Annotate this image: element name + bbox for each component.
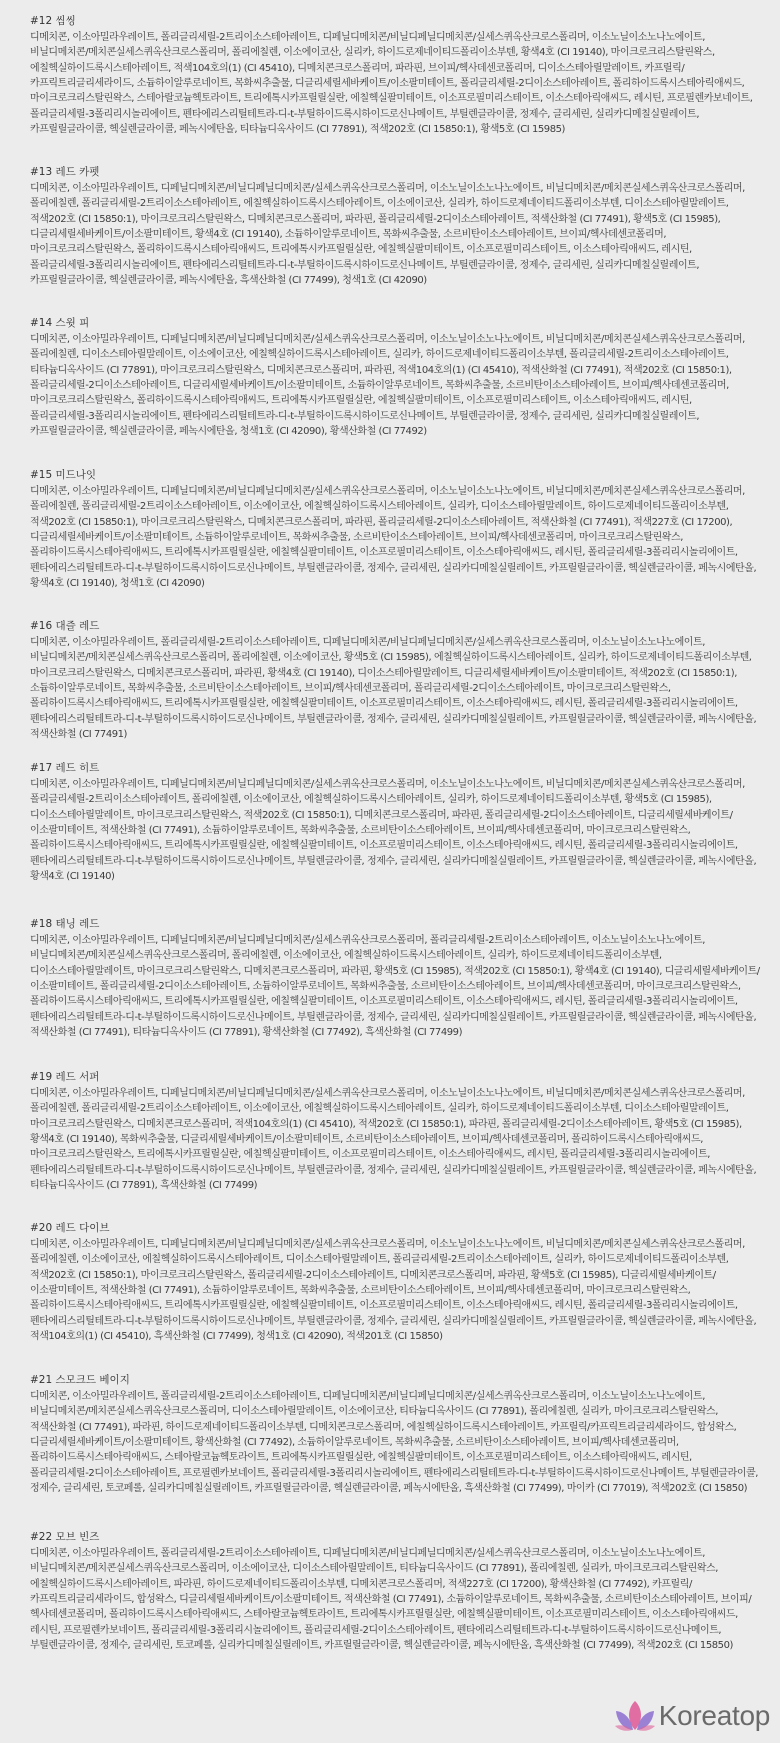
ingredients-text: 디메치콘, 이소아밀라우레이트, 디페닐디메치콘/비닐디페닐디메치콘/실세스퀴옥산크로스폴리머, 이소노닐이소노나노에이트, 비닐디메치콘/메치콘실세스퀴옥산크로스폴리머, 폴리에칠렌, 폴리글리세릴-2트리이소스테아레이트, 이소에이코산, 에칠헥실하이드록시스테아레이트, 실리카, 하이드로제네이티드폴리이소부텐, 디이소스테아릴말레이트, 마이크로크리스탈린왁스, 디메치콘크로스폴리머, 적색104호의(1) (CI 45410), 적색202호 (CI 15850:1), 파라핀, 폴리글리세릴-2디이소스테아레이트, 황색5호 (CI 15985), 황색4호 (CI 19140), 목화씨추출물, 디글리세릴세바케이트/이소팔미테이트, 소르비탄이소스테아레이트, 브이피/헥사데센코폴리머, 폴리하이드록시스테아릭애씨드, 마이크로크리스탈린왁스, 트리에톡시카프릴릴실란, 에칠헥실팔미테이트, 이소프로필미리스테이트, 이소스테아릭애씨드, 레시틴, 폴리글리세릴-3폴리리시놀리에이트, 펜타에리스리틸테트라-디-t-부틸하이드록시하이드로신나메이트, 부틸렌글라이콜, 정제수, 글리세린, 실리카디메칠실릴레이트, 카프릴릴글라이콜, 헥실렌글라이콜, 페녹시에탄올, 티타늄디옥사이드 (CI 77891), 흑색산화철 (CI 77499) [30, 1088, 757, 1192]
ingredients-text: 디메치콘, 이소아밀라우레이트, 디페닐디메치콘/비닐디페닐디메치콘/실세스퀴옥산크로스폴리머, 폴리글리세릴-2트리이소스테아레이트, 이소노닐이소노나노에이트, 비닐디메치콘/메치콘실세스퀴옥산크로스폴리머, 폴리에칠렌, 이소에이코산, 에칠헥실하이드록시스테아레이트, 실리카, 하이드로제네이티드폴리이소부텐, 디이소스테아릴말레이트, 마이크로크리스탈린왁스, 디메치콘크로스폴리머, 파라핀, 황색5호 (CI 15985), 적색202호 (CI 15850:1), 황색4호 (CI 19140), 디글리세릴세바케이트/이소팔미테이트, 폴리글리세릴-2디이소스테아레이트, 소듐하이알루로네이트, 목화씨추출물, 소르비탄이소스테아레이트, 브이피/헥사데센코폴리머, 마이크로크리스탈린왁스, 폴리하이드록시스테아릭애씨드, 트리에톡시카프릴릴실란, 에칠헥실팔미테이트, 이소프로필미리스테이트, 이소스테아릭애씨드, 레시틴, 폴리글리세릴-3폴리리시놀리에이트, 펜타에리스리틸테트라-디-t-부틸하이드록시하이드로신나메이트, 부틸렌글라이콜, 정제수, 글리세린, 실리카디메칠실릴레이트, 카프릴릴글라이콜, 헥실렌글라이콜, 페녹시에탄올, 적색산화철 (CI 77491), 티타늄디옥사이드 (CI 77891), 황색산화철 (CI 77492), 흑색산화철 (CI 77499) [30, 935, 760, 1039]
section-title: #17 레드 히트 [30, 762, 100, 774]
lotus-logo-icon [613, 1699, 657, 1733]
section-21 [30, 1372, 760, 1496]
section-14 [30, 315, 760, 439]
section-title: #15 미드나잇 [30, 469, 97, 481]
brand-name: Koreatop [658, 1700, 770, 1731]
section-22 [30, 1529, 760, 1653]
section-title: #12 씸씽 [30, 15, 76, 27]
section-title: #19 레드 서퍼 [30, 1071, 100, 1083]
ingredients-text: 디메치콘, 이소아밀라우레이트, 폴리글리세릴-2트리이소스테아레이트, 디페닐디메치콘/비닐디페닐디메치콘/실세스퀴옥산크로스폴리머, 이소노닐이소노나노에이트, 비닐디메치콘/메치콘실세스퀴옥산크로스폴리머, 폴리에칠렌, 이소에이코산, 실리카, 하이드로제네이티드폴리이소부텐, 황색4호 (CI 19140), 마이크로크리스탈린왁스, 에칠헥실하이드록시스테아레이트, 적색104호의(1) (CI 45410), 디메치콘크로스폴리머, 파라핀, 브이피/헥사데센코폴리머, 디이소스테아릴말레이트, 카프릴릭/카프릭트리글리세라이드, 소듐하이알루로네이트, 목화씨추출물, 디글리세릴세바케이트/이소팔미테이트, 폴리글리세릴-2디이소스테아레이트, 폴리하이드록시스테아릭애씨드, 마이크로크리스탈린왁스, 스테아랄코늄헥토라이트, 트리에톡시카프릴릴실란, 에칠헥실팔미테이트, 이소프로필미리스테이트, 이소스테아릭애씨드, 레시틴, 프로필렌카보네이트, 폴리글리세릴-3폴리리시놀리에이트, 펜타에리스리틸테트라-디-t-부틸하이드록시하이드로신나메이트, 부틸렌글라이콜, 정제수, 글리세린, 실리카디메칠실릴레이트, 카프릴릴글라이콜, 헥실렌글라이콜, 페녹시에탄올, 티타늄디옥사이드 (CI 77891), 적색202호 (CI 15850:1), 황색5호 (CI 15985) [30, 32, 753, 136]
section-19 [30, 1069, 760, 1193]
ingredients-text: 디메치콘, 이소아밀라우레이트, 디페닐디메치콘/비닐디페닐디메치콘/실세스퀴옥산크로스폴리머, 이소노닐이소노나노에이트, 비닐디메치콘/메치콘실세스퀴옥산크로스폴리머, 폴리글리세릴-2트리이소스테아레이트, 폴리에칠렌, 이소에이코산, 에칠헥실하이드록시스테아레이트, 실리카, 하이드로제네이티드폴리이소부텐, 황색5호 (CI 15985), 디이소스테아릴말레이트, 마이크로크리스탈린왁스, 적색202호 (CI 15850:1), 디메치콘크로스폴리머, 파라핀, 폴리글리세릴-2디이소스테아레이트, 디글리세릴세바케이트/이소팔미테이트, 적색산화철 (CI 77491), 소듐하이알루로네이트, 목화씨추출물, 소르비탄이소스테아레이트, 브이피/헥사데센코폴리머, 마이크로크리스탈린왁스, 폴리하이드록시스테아릭애씨드, 트리에톡시카프릴릴실란, 에칠헥실팔미테이트, 이소프로필미리스테이트, 이소스테아릭애씨드, 레시틴, 폴리글리세릴-3폴리리시놀리에이트, 펜타에리스리틸테트라-디-t-부틸하이드록시하이드로신나메이트, 부틸렌글라이콜, 정제수, 글리세린, 실리카디메칠실릴레이트, 카프릴릴글라이콜, 헥실렌글라이콜, 페녹시에탄올, 황색4호 (CI 19140) [30, 779, 757, 883]
section-17 [30, 760, 760, 884]
section-title: #13 레드 카펫 [30, 166, 100, 178]
ingredients-text: 디메치콘, 이소아밀라우레이트, 디페닐디메치콘/비닐디페닐디메치콘/실세스퀴옥산크로스폴리머, 이소노닐이소노나노에이트, 비닐디메치콘/메치콘실세스퀴옥산크로스폴리머, 폴리에칠렌, 디이소스테아릴말레이트, 이소에이코산, 에칠헥실하이드록시스테아레이트, 실리카, 하이드로제네이티드폴리이소부텐, 폴리글리세릴-2트리이소스테아레이트, 티타늄디옥사이드 (CI 77891), 마이크로크리스탈린왁스, 디메치콘크로스폴리머, 파라핀, 적색104호의(1) (CI 45410), 적색산화철 (CI 77491), 적색202호 (CI 15850:1), 폴리글리세릴-2디이소스테아레이트, 디글리세릴세바케이트/이소팔미테이트, 소듐하이알루로네이트, 목화씨추출물, 소르비탄이소스테아레이트, 브이피/헥사데센코폴리머, 마이크로크리스탈린왁스, 폴리하이드록시스테아릭애씨드, 트리에톡시카프릴릴실란, 에칠헥실팔미테이트, 이소프로필미리스테이트, 이소스테아릭애씨드, 레시틴, 폴리글리세릴-3폴리리시놀리에이트, 펜타에리스리틸테트라-디-t-부틸하이드록시하이드로신나메이트, 부틸렌글라이콜, 정제수, 글리세린, 실리카디메칠실릴레이트, 카프릴릴글라이콜, 헥실렌글라이콜, 페녹시에탄올, 청색1호 (CI 42090), 황색산화철 (CI 77492) [30, 334, 745, 438]
ingredients-text: 디메치콘, 이소아밀라우레이트, 디페닐디메치콘/비닐디페닐디메치콘/실세스퀴옥산크로스폴리머, 이소노닐이소노나노에이트, 비닐디메치콘/메치콘실세스퀴옥산크로스폴리머, 폴리에칠렌, 이소에이코산, 에칠헥실하이드록시스테아레이트, 디이소스테아릴말레이트, 폴리글리세릴-2트리이소스테아레이트, 실리카, 하이드로제네이티드폴리이소부텐, 적색202호 (CI 15850:1), 마이크로크리스탈린왁스, 폴리글리세릴-2디이소스테아레이트, 디메치콘크로스폴리머, 파라핀, 황색5호 (CI 15985), 디글리세릴세바케이트/이소팔미테이트, 적색산화철 (CI 77491), 소듐하이알루로네이트, 목화씨추출물, 소르비탄이소스테아레이트, 브이피/헥사데센코폴리머, 마이크로크리스탈린왁스, 폴리하이드록시스테아릭애씨드, 트리에톡시카프릴릴실란, 에칠헥실팔미테이트, 이소프로필미리스테이트, 이소스테아릭애씨드, 레시틴, 폴리글리세릴-3폴리리시놀리에이트, 펜타에리스리틸테트라-디-t-부틸하이드록시하이드로신나메이트, 부틸렌글라이콜, 정제수, 글리세린, 실리카디메칠실릴레이트, 카프릴릴글라이콜, 헥실렌글라이콜, 페녹시에탄올, 적색104호의(1) (CI 45410), 흑색산화철 (CI 77499), 청색1호 (CI 42090), 적색201호 (CI 15850) [30, 1239, 757, 1343]
section-title: #16 대즐 레드 [30, 620, 100, 632]
section-title: #22 모브 빈즈 [30, 1531, 100, 1543]
section-title: #21 스모크드 베이지 [30, 1374, 130, 1386]
section-title: #14 스윗 피 [30, 317, 90, 329]
ingredients-text: 디메치콘, 이소아밀라우레이트, 폴리글리세릴-2트리이소스테아레이트, 디페닐디메치콘/비닐디페닐디메치콘/실세스퀴옥산크로스폴리머, 이소노닐이소노나노에이트, 비닐디메치콘/메치콘실세스퀴옥산크로스폴리머, 이소에이코산, 디이소스테아릴말레이트, 티타늄디옥사이드 (CI 77891), 폴리에칠렌, 실리카, 마이크로크리스탈린왁스, 에칠헥실하이드록시스테아레이트, 파라핀, 하이드로제네이티드폴리이소부텐, 디메치콘크로스폴리머, 적색227호 (CI 17200), 황색산화철 (CI 77492), 카프릴릭/카프릭트리글리세라이드, 합성왁스, 디글리세릴세바케이트/이소팔미테이트, 적색산화철 (CI 77491), 소듐하이알루로네이트, 목화씨추출물, 소르비탄이소스테아레이트, 브이피/헥사데센코폴리머, 폴리하이드록시스테아릭애씨드, 스테아랄코늄헥토라이트, 트리에톡시카프릴릴실란, 에칠헥실팔미테이트, 이소프로필미리스테이트, 이소스테아릭애씨드, 레시틴, 프로필렌카보네이트, 폴리글리세릴-3폴리리시놀리에이트, 폴리글리세릴-2디이소스테아레이트, 펜타에리스리틸테트라-디-t-부틸하이드록시하이드로신나메이트, 부틸렌글라이콜, 정제수, 글리세린, 토코페롤, 실리카디메칠실릴레이트, 카프릴릴글라이콜, 헥실렌글라이콜, 페녹시에탄올, 흑색산화철 (CI 77499), 적색202호 (CI 15850) [30, 1548, 752, 1652]
section-16 [30, 618, 760, 742]
section-18 [30, 916, 760, 1040]
ingredients-text: 디메치콘, 이소아밀라우레이트, 폴리글리세릴-2트리이소스테아레이트, 디페닐디메치콘/비닐디페닐디메치콘/실세스퀴옥산크로스폴리머, 이소노닐이소노나노에이트, 비닐디메치콘/메치콘실세스퀴옥산크로스폴리머, 폴리에칠렌, 이소에이코산, 황색5호 (CI 15985), 에칠헥실하이드록시스테아레이트, 실리카, 하이드로제네이티드폴리이소부텐, 마이크로크리스탈린왁스, 디메치콘크로스폴리머, 파라핀, 황색4호 (CI 19140), 디이소스테아릴말레이트, 디글리세릴세바케이트/이소팔미테이트, 적색202호 (CI 15850:1), 소듐하이알루로네이트, 목화씨추출물, 소르비탄이소스테아레이트, 브이피/헥사데센코폴리머, 폴리글리세릴-2디이소스테아레이트, 마이크로크리스탈린왁스, 폴리하이드록시스테아릭애씨드, 트리에톡시카프릴릴실란, 에칠헥실팔미테이트, 이소프로필미리스테이트, 이소스테아릭애씨드, 레시틴, 폴리글리세릴-3폴리리시놀리에이트, 펜타에리스리틸테트라-디-t-부틸하이드록시하이드로신나메이트, 부틸렌글라이콜, 정제수, 글리세린, 실리카디메칠실릴레이트, 카프릴릴글라이콜, 헥실렌글라이콜, 페녹시에탄올, 적색산화철 (CI 77491) [30, 637, 757, 741]
section-20 [30, 1220, 760, 1344]
section-title: #18 태닝 레드 [30, 918, 100, 930]
brand-logo [613, 1697, 770, 1735]
section-title: #20 레드 다이브 [30, 1222, 110, 1234]
ingredients-text: 디메치콘, 이소아밀라우레이트, 디페닐디메치콘/비닐디페닐디메치콘/실세스퀴옥산크로스폴리머, 이소노닐이소노나노에이트, 비닐디메치콘/메치콘실세스퀴옥산크로스폴리머, 폴리에칠렌, 폴리글리세릴-2트리이소스테아레이트, 이소에이코산, 에칠헥실하이드록시스테아레이트, 실리카, 디이소스테아릴말레이트, 하이드로제네이티드폴리이소부텐, 적색202호 (CI 15850:1), 마이크로크리스탈린왁스, 디메치콘크로스폴리머, 파라핀, 폴리글리세릴-2디이소스테아레이트, 적색산화철 (CI 77491), 적색227호 (CI 17200), 디글리세릴세바케이트/이소팔미테이트, 소듐하이알루로네이트, 목화씨추출물, 소르비탄이소스테아레이트, 브이피/헥사데센코폴리머, 마이크로크리스탈린왁스, 폴리하이드록시스테아릭애씨드, 트리에톡시카프릴릴실란, 에칠헥실팔미테이트, 이소프로필미리스테이트, 이소스테아릭애씨드, 레시틴, 폴리글리세릴-3폴리리시놀리에이트, 펜타에리스리틸테트라-디-t-부틸하이드록시하이드로신나메이트, 부틸렌글라이콜, 정제수, 글리세린, 실리카디메칠실릴레이트, 카프릴릴글라이콜, 헥실렌글라이콜, 페녹시에탄올, 황색4호 (CI 19140), 청색1호 (CI 42090) [30, 486, 757, 590]
ingredients-text: 디메치콘, 이소아밀라우레이트, 폴리글리세릴-2트리이소스테아레이트, 디페닐디메치콘/비닐디페닐디메치콘/실세스퀴옥산크로스폴리머, 이소노닐이소노나노에이트, 비닐디메치콘/메치콘실세스퀴옥산크로스폴리머, 디이소스테아릴말레이트, 이소에이코산, 티타늄디옥사이드 (CI 77891), 폴리에칠렌, 실리카, 마이크로크리스탈린왁스, 적색산화철 (CI 77491), 파라핀, 하이드로제네이티드폴리이소부텐, 디메치콘크로스폴리머, 에칠헥실하이드록시스테아레이트, 카프릴릭/카프릭트리글리세라이드, 합성왁스, 디글리세릴세바케이트/이소팔미테이트, 황색산화철 (CI 77492), 소듐하이알루로네이트, 목화씨추출물, 소르비탄이소스테아레이트, 브이피/헥사데센코폴리머, 폴리하이드록시스테아릭애씨드, 스테아랄코늄헥토라이트, 트리에톡시카프릴릴실란, 에칠헥실팔미테이트, 이소프로필미리스테이트, 이소스테아릭애씨드, 레시틴, 폴리글리세릴-2디이소스테아레이트, 프로필렌카보네이트, 폴리글리세릴-3폴리리시놀리에이트, 펜타에리스리틸테트라-디-t-부틸하이드록시하이드로신나메이트, 부틸렌글라이콜, 정제수, 글리세린, 토코페롤, 실리카디메칠실릴레이트, 카프릴릴글라이콜, 헥실렌글라이콜, 페녹시에탄올, 흑색산화철 (CI 77499), 마이카 (CI 77019), 적색202호 (CI 15850) [30, 1391, 758, 1495]
ingredients-text: 디메치콘, 이소아밀라우레이트, 디페닐디메치콘/비닐디페닐디메치콘/실세스퀴옥산크로스폴리머, 이소노닐이소노나노에이트, 비닐디메치콘/메치콘실세스퀴옥산크로스폴리머, 폴리에칠렌, 폴리글리세릴-2트리이소스테아레이트, 에칠헥실하이드록시스테아레이트, 이소에이코산, 실리카, 하이드로제네이티드폴리이소부텐, 디이소스테아릴말레이트, 적색202호 (CI 15850:1), 마이크로크리스탈린왁스, 디메치콘크로스폴리머, 파라핀, 폴리글리세릴-2디이소스테아레이트, 적색산화철 (CI 77491), 황색5호 (CI 15985), 디글리세릴세바케이트/이소팔미테이트, 황색4호 (CI 19140), 소듐하이알루로네이트, 목화씨추출물, 소르비탄이소스테아레이트, 브이피/헥사데센코폴리머, 마이크로크리스탈린왁스, 폴리하이드록시스테아릭애씨드, 트리에톡시카프릴릴실란, 에칠헥실팔미테이트, 이소프로필미리스테이트, 이소스테아릭애씨드, 레시틴, 폴리글리세릴-3폴리리시놀리에이트, 펜타에리스리틸테트라-디-t-부틸하이드록시하이드로신나메이트, 부틸렌글라이콜, 정제수, 글리세린, 실리카디메칠실릴레이트, 카프릴릴글라이콜, 헥실렌글라이콜, 페녹시에탄올, 흑색산화철 (CI 77499), 청색1호 (CI 42090) [30, 183, 745, 287]
section-12 [30, 13, 760, 137]
section-15 [30, 467, 760, 591]
section-13 [30, 164, 760, 288]
